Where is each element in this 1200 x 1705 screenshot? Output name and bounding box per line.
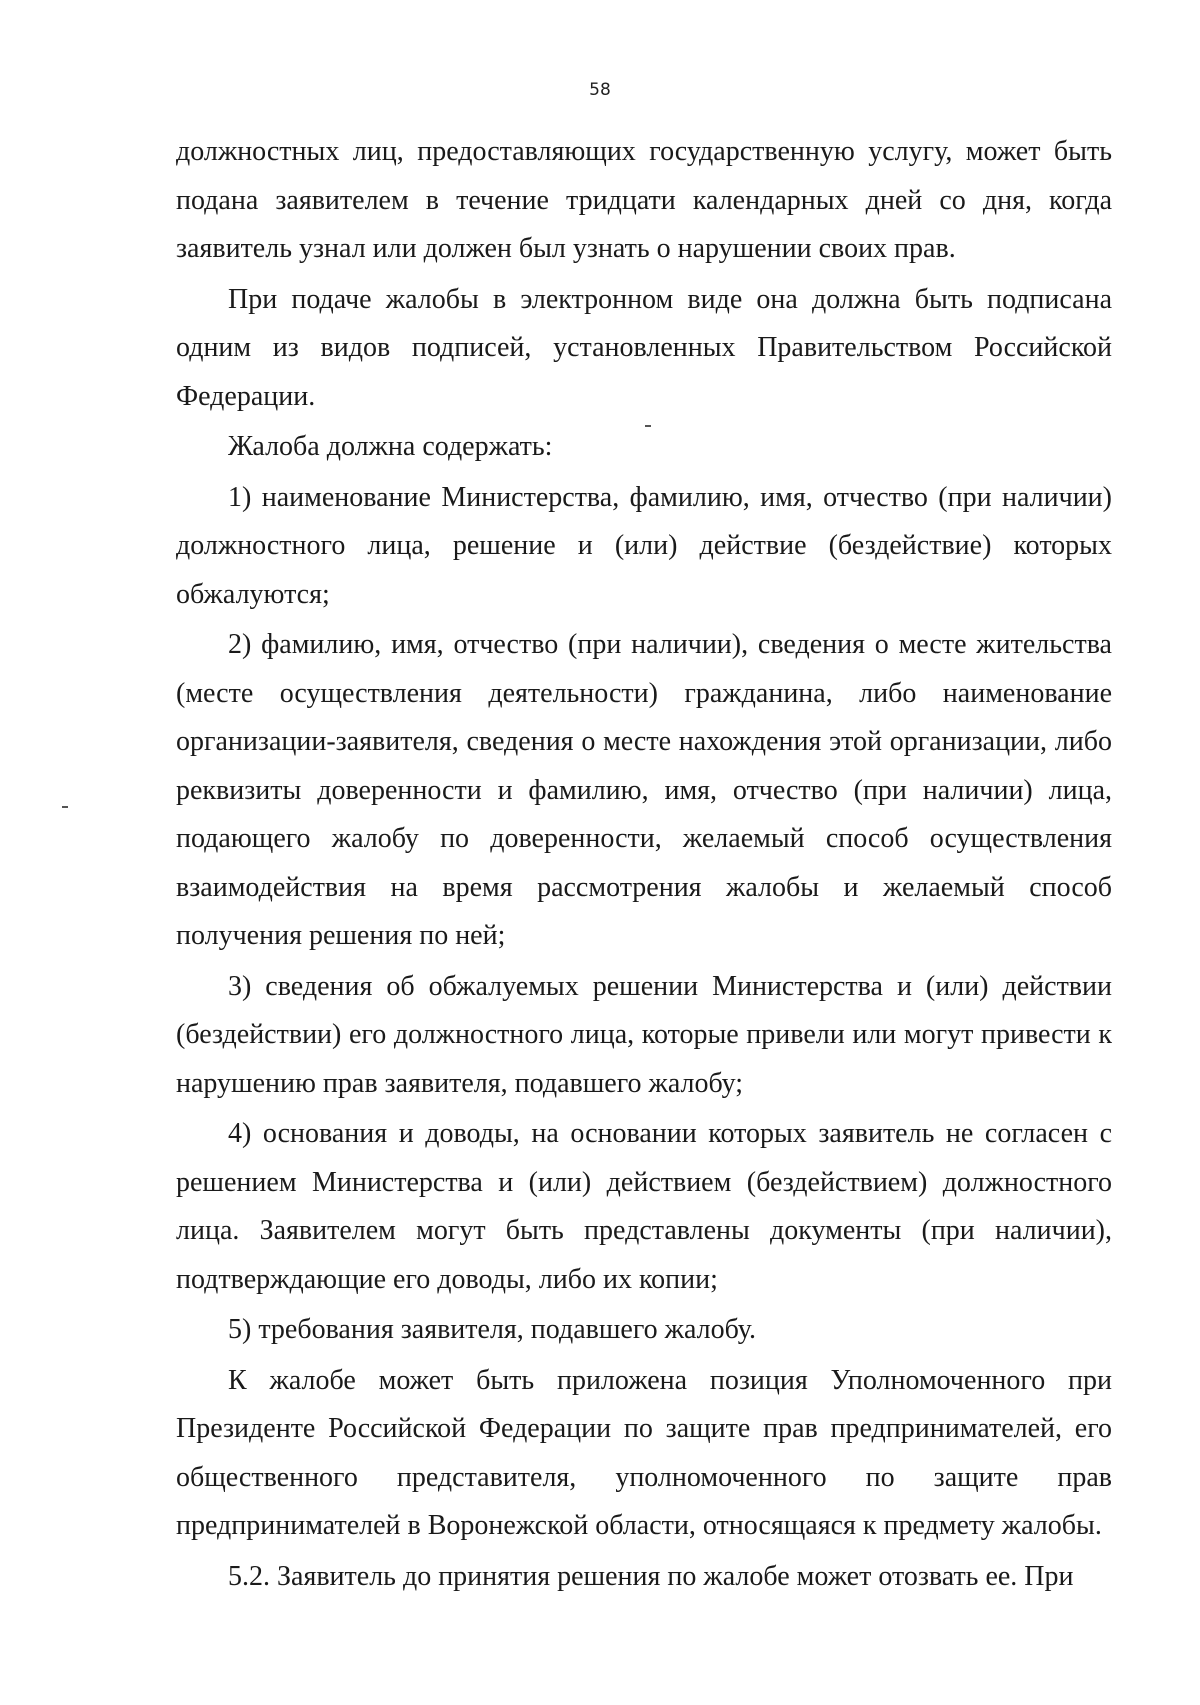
scan-speck [645, 425, 651, 427]
paragraph-5-2: 5.2. Заявитель до принятия решения по жалобе может отозвать ее. При [228, 1560, 1074, 1592]
paragraph-ombudsman-position: К жалобе может быть приложена позиция Уполномоченного при Президенте Российской Федерации по защите прав предпринимателей, его общественного представителя, уполномоченного по защите прав предпринимателей в Воронежской области, относящаяся к предмету жалобы. [176, 1364, 1112, 1541]
paragraph-electronic-signature: При подаче жалобы в электронном виде она должна быть подписана одним из видов подписей, установленных Правительством Российской Федерации. [176, 283, 1112, 412]
paragraph-continuation: должностных лиц, предоставляющих государственную услугу, может быть подана заявителем в течение тридцати календарных дней со дня, когда заявитель узнал или должен был узнать о нарушении своих прав. [176, 136, 1112, 264]
page-number: 58 [589, 80, 611, 100]
list-item-4: 4) основания и доводы, на основании которых заявитель не согласен с решением Министерства и (или) действием (бездействием) должностного лица. Заявителем могут быть представлены документы (при наличии), подтверждающие его доводы, либо их копии; [176, 1118, 1112, 1295]
document-body [176, 128, 1112, 1603]
list-item-5: 5) требования заявителя, подавшего жалобу. [228, 1314, 757, 1345]
paragraph-complaint-contents-intro: Жалоба должна содержать: [228, 431, 553, 462]
list-item-3: 3) сведения об обжалуемых решении Министерства и (или) действии (бездействии) его должностного лица, которые привели или могут привести к нарушению прав заявителя, подавшего жалобу; [176, 970, 1112, 1099]
list-item-1: 1) наименование Министерства, фамилию, имя, отчество (при наличии) должностного лица, решение и (или) действие (бездействие) которых обжалуются; [176, 481, 1112, 610]
list-item-2: 2) фамилию, имя, отчество (при наличии), сведения о месте жительства (месте осуществления деятельности) гражданина, либо наименование организации-заявителя, сведения о месте нахождения этой организации, либо реквизиты доверенности и фамилию, имя, отчество (при наличии) лица, подающего жалобу по доверенности, желаемый способ осуществления взаимодействия на время рассмотрения жалобы и желаемый способ получения решения по ней; [176, 629, 1112, 951]
scan-speck [62, 806, 68, 808]
